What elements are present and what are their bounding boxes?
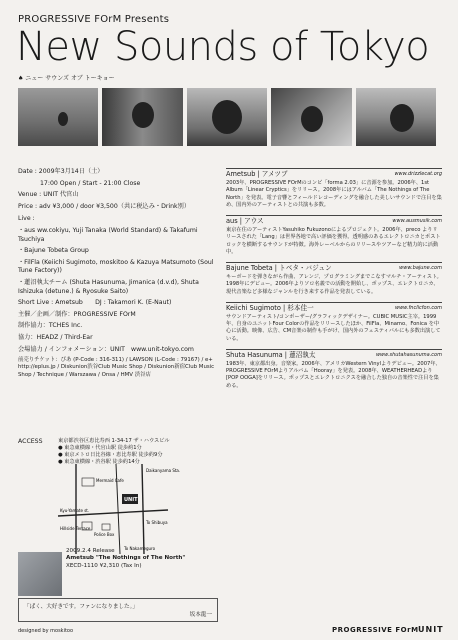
map-label-cafe: Mermaid Cafe [96,478,124,483]
live-act: ・aus ww.cokiyu, Yuji Tanaka (World Standard) & Takafumi Tsuchiya [18,226,198,243]
progressive-form-logo: PROGRESSIVE FOrM [332,626,419,634]
access-line: ● 東京メトロ日比谷線・恵比寿駅 徒歩約9分 [58,452,163,458]
artist-bio: 2003年、PROGRESSIVE FOrMのコンピ「forma 2.03」に音源を参加。2006年、1st Album「Linear Cryptics」をリリース。2008年にはアルバム「The Nothings of The North」を発表。電子音響とフィールドレコーディングを融合した美しいサウンドで注目を集め、国内外のアーティストとの共演も多数。 [226,180,442,208]
artist-block [226,262,442,296]
access-map [58,464,181,554]
artist-photo [102,88,182,146]
artist-bio: サウンドアーティスト/コンポーザー/グラフィックデザイナー。CUBIC MUSIC主宰。1999年、自身のユニットFour Colorの作品をリリースしたほか、FilFla、Minamo、Fonica を中心に活動。映像、広告、CM音楽の制作も手がけ、国内外のフェスティバルにも多数出演している。 [226,314,441,342]
access-info [58,438,228,466]
map-label-police: Police Box [94,532,115,537]
information: 会場協力 / インフォメーション：UNIT www.unit-tokyo.com [18,345,194,353]
short-live: Short Live : Ametsub [18,299,83,307]
quote-author: 坂本龍一 [189,612,212,618]
artist-block [226,349,442,390]
event-venue: Venue : UNIT 代官山 [18,191,79,199]
artist-url: www.fnclicfon.com [395,304,442,311]
unit-logo: UNIT [418,625,444,634]
access-line: ● 東急東横線・代官山駅 徒歩約1分 [58,445,142,451]
artist-photo [356,88,436,146]
artist-name: Keiichi Sugimoto | 杉本佳一 [226,303,314,312]
page-title: New Sounds of Tokyo [16,24,430,70]
event-details [18,168,218,382]
event-date: Date : 2009年3月14日（土） [18,168,104,175]
map-label-nakameguro: To Nakameguro [124,546,156,551]
organizer: 主催／企画／制作：PROGRESSIVE FOrM [18,310,136,318]
event-time: 17:00 Open / Start - 21:00 Close [40,179,141,187]
quote-text: 「ぱく、大好きです。ファンになりました。」 [24,604,138,610]
release-info [66,548,216,570]
artist-block [226,302,442,343]
artist-url: www.ausmusik.com [392,218,442,225]
artist-block [226,215,442,256]
live-act: ・Bajune Tobeta Group [18,247,89,255]
artist-url: www.shutahasunuma.com [375,351,442,358]
map-label-terrace: Hillside Terrace [60,526,91,531]
artist-name: Bajune Tobeta | トベタ・バジュン [226,264,332,273]
access-address: 東京都渋谷区恵比寿西 1-34-17 ザ・ハウスビル [58,438,170,444]
artist-bio: 1983年、東京都出身。音楽家。2006年、アメリカWestern Vinylよりデビュー。2007年、PROGRESSIVE FOrMよりアルバム「Hooray」を発表。2008年、WEATHERHEADより[POP OOGA]をリリース。ポップスとエレクトロニクスを融合した独自の音楽性で注目を集める。 [226,361,441,389]
live-act: ・蓮沼執太チーム (Shuta Hasunuma, Jimanica (d.v.d), Shuta Ishizuka (detune.) & Ryosuke Saito) [18,278,199,295]
release-date: 2009.2.4 Release [66,548,115,554]
access-line: ● 東急東横線・渋谷駅 徒歩約14分 [58,459,140,465]
artist-photo [18,88,98,146]
artist-photo [271,88,351,146]
map-label-street: Kyu-Yamate st. [60,508,90,513]
artist-name: aus | アウス [226,217,264,226]
access-label: ACCESS [18,438,43,445]
release-title: Ametsub "The Nothings of The North" [66,555,186,562]
live-label: Live : [18,215,35,223]
quote-box [18,598,218,622]
dj: DJ : Takamori K. (E-Naut) [95,299,172,307]
ticket-info: 前売りチケット：ぴあ (P-Code : 316-311) / LAWSON (L-Code : 79167) / e+ http://eplus.jp / Diskunion渋谷Club Music Shop / Diskunion新宿Club Music Shop / Technique / Warszawa / Onsa / HMV 渋谷店 [18,357,215,378]
page-subtitle: ♠ ニュー サウンズ オブ トーキョー [18,75,115,82]
map-label-unit: UNIT [124,497,138,503]
live-act: ・FilFla (Keiichi Sugimoto, moskitoo & Kazuya Matsumoto (Soul Tune Factory)) [18,258,214,275]
production: 制作協力：TCHES Inc. [18,322,83,330]
cooperation: 協力：HEADZ / Third-Ear [18,333,93,341]
map-label-shibuya: To Shibuya [146,520,168,525]
map-label-station: Daikanyama Sta. [146,468,181,473]
artist-profiles [226,168,442,396]
presents-line: PROGRESSIVE FOrM Presents [18,14,170,25]
artist-bio: 東京在住のアーティストYasuhiko Fukuzonoによるプロジェクト。2006年、preco よりリリースされた「Lang」は世界各地で高い評価を獲得。透明感のあるエレクトロニカとポストロックを横断するサウンドが特徴。海外レーベルからのリリースやツアーなど精力的に活動中。 [226,227,441,255]
artist-name: Shuta Hasunuma | 蓮沼執太 [226,350,316,359]
artist-photo [187,88,267,146]
album-cover-image [18,552,62,596]
artist-block [226,168,442,209]
artist-bio: キーボードを弾きながら作曲、アレンジ、プログラミングまでこなすマルチ・アーティスト。1998年にデビュー。2006年よりソロ名義での活動を開始し、ポップス、エレクトロニカ、現代音楽など多様なジャンルを行き来する作品を発表している。 [226,274,442,295]
release-catalog: XECD-1110 ¥2,310 (Tax In) [66,562,142,569]
artist-url: www.drizzlecat.org [394,171,442,177]
artist-name: Ametsub | アメツブ [226,170,288,178]
artist-url: www.bajune.com [399,265,442,272]
event-price: Price : adv ¥3,000 / door ¥3,500（共に税込み・Drink別） [18,202,191,210]
designer-credit: designed by moskitoo [18,628,74,634]
artist-photo-strip [18,88,436,146]
